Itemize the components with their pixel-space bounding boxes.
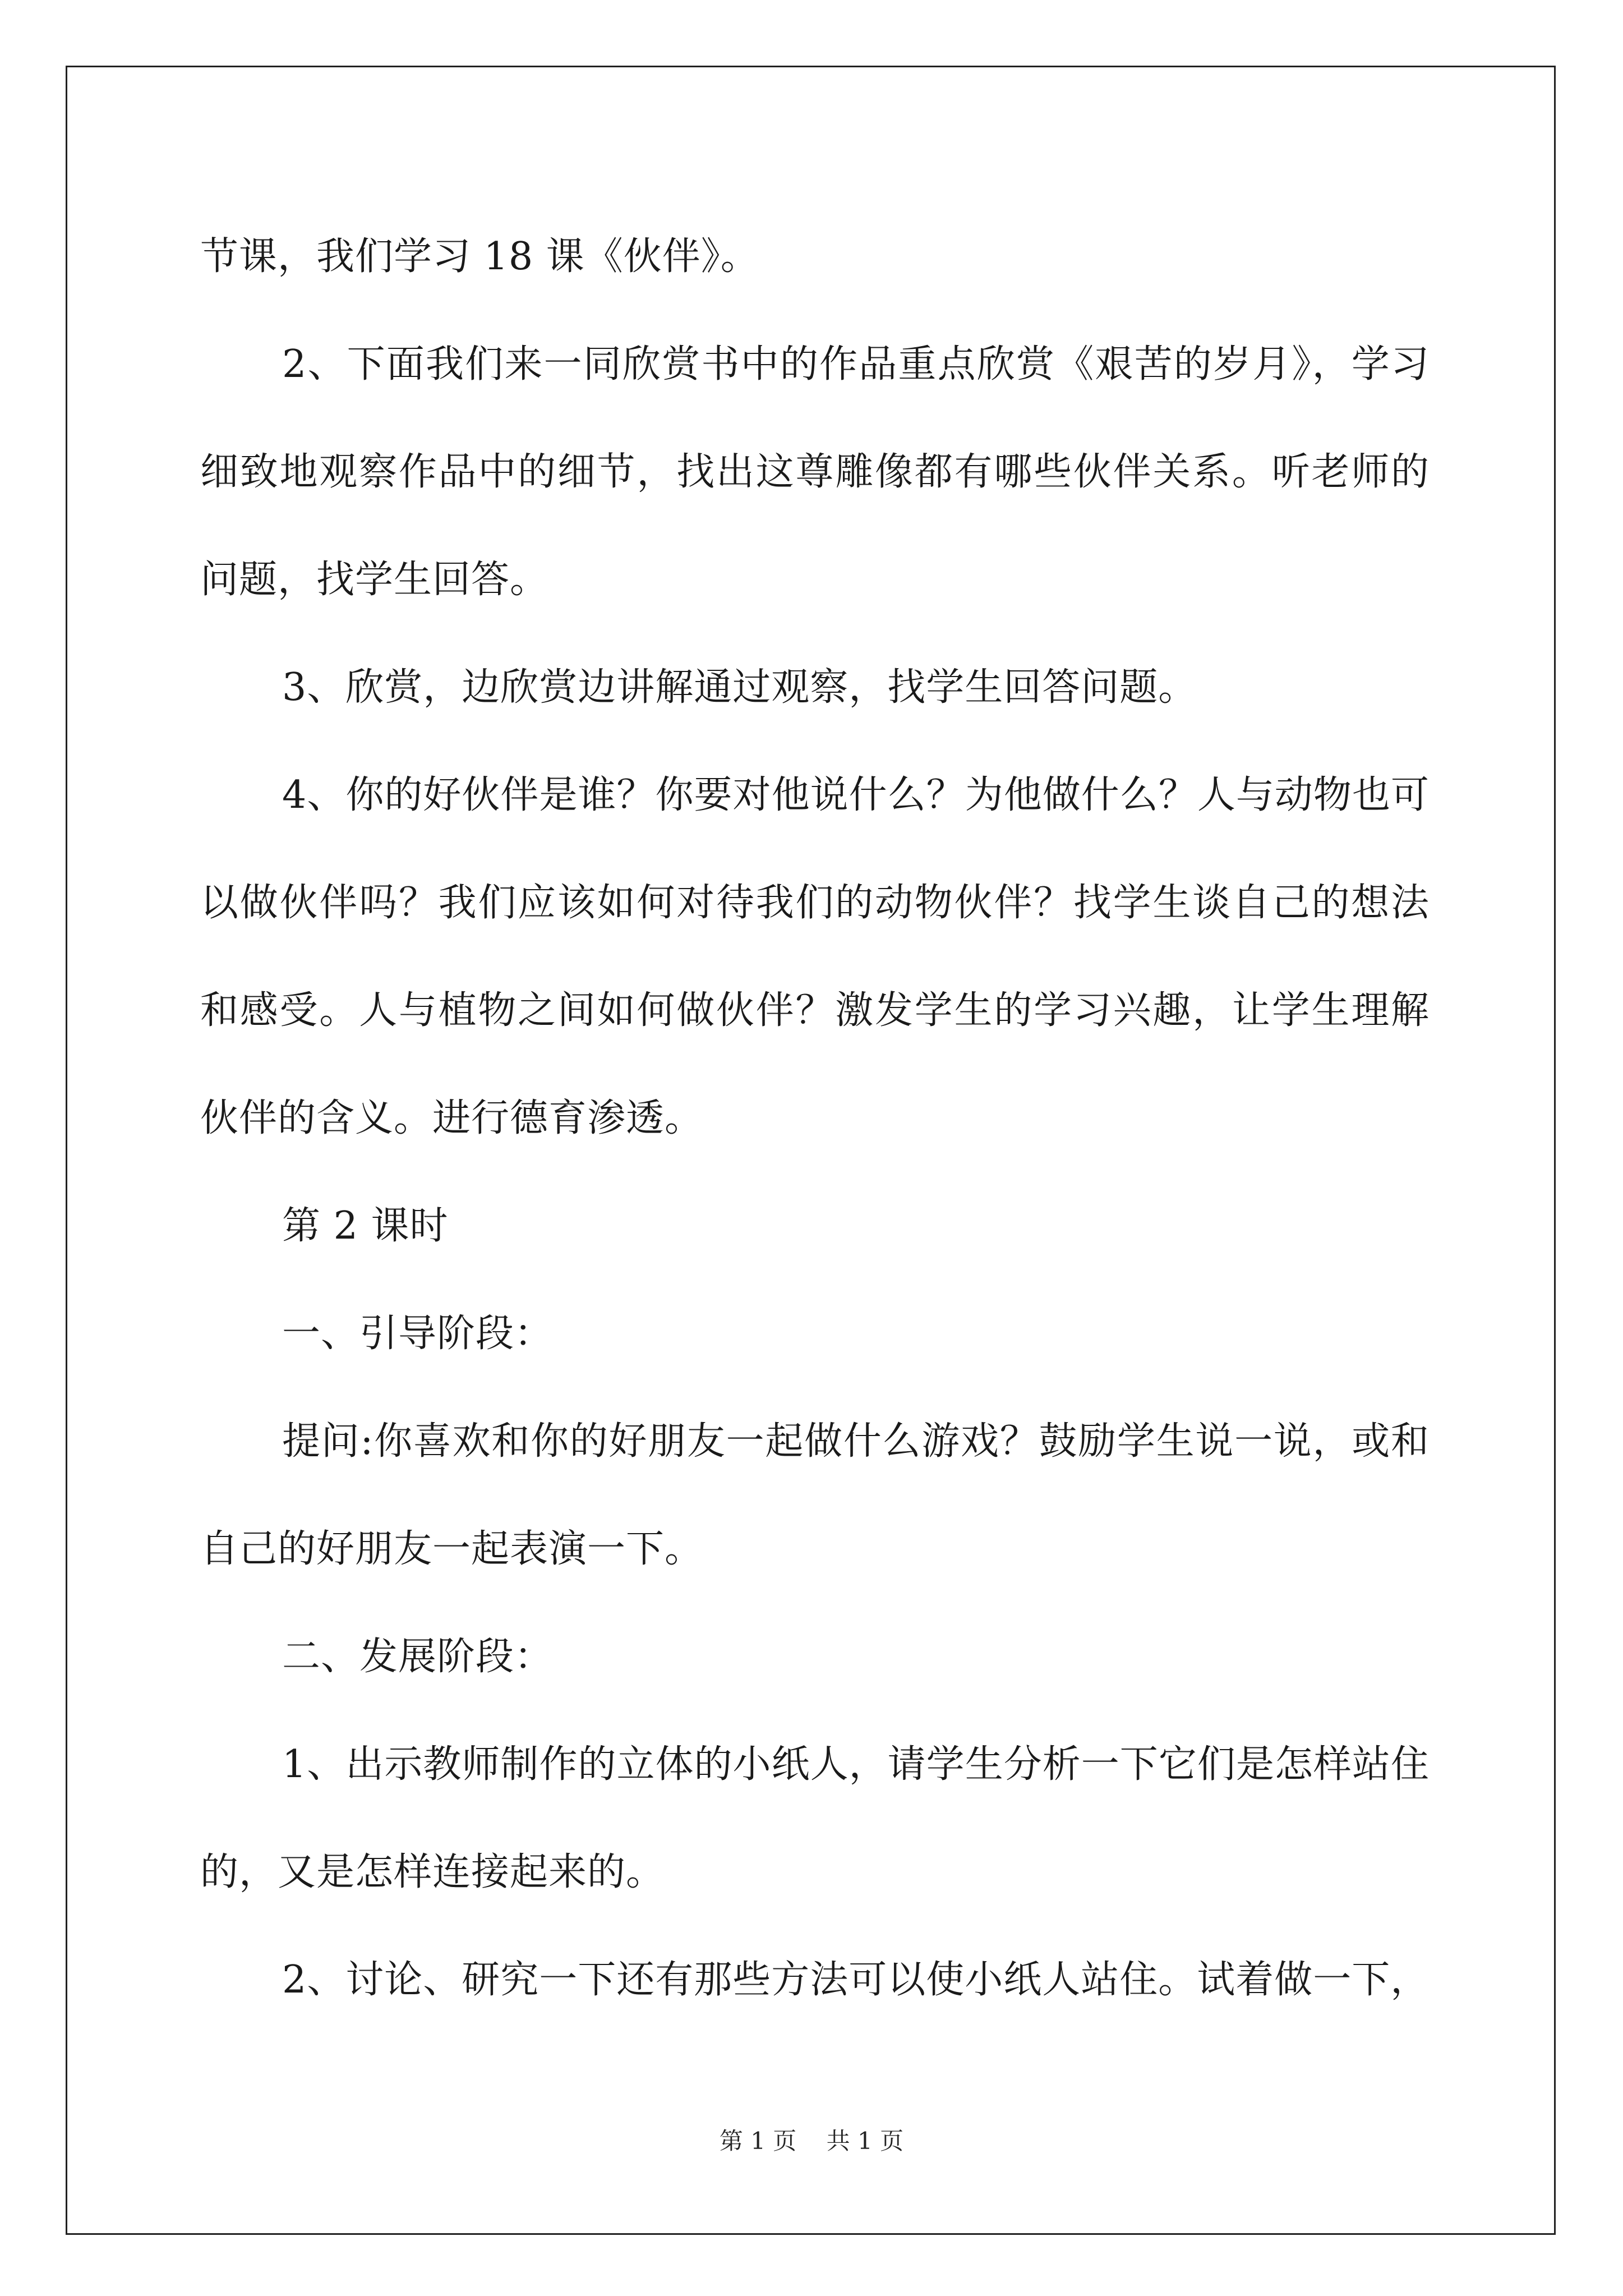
page-footer — [0, 2123, 1623, 2156]
paragraph-item-3: 3、欣赏，边欣赏边讲解通过观察，找学生回答问题。 — [282, 665, 1197, 710]
paragraph-item-2: 2、下面我们来一同欣赏书中的作品重点欣赏《艰苦的岁月》，学习细致地观察作品中的细节，找出这尊雕像都有哪些伙伴关系。听老师的问题，找学生回答。 — [200, 342, 1430, 602]
section-heading-guide: 一、引导阶段： — [282, 1312, 554, 1356]
page-number: 第 1 页 — [719, 2127, 797, 2155]
document-body — [200, 203, 1430, 2034]
paragraph-item-4: 4、你的好伙伴是谁？你要对他说什么？为他做什么？人与动物也可以做伙伴吗？我们应该如何对待我们的动物伙伴？找学生谈自己的想法和感受。人与植物之间如何做伙伴？激发学生的学习兴趣，让学生理解伙伴的含义。进行德育渗透。 — [200, 773, 1430, 1140]
lesson-heading: 第 2 课时 — [282, 1204, 449, 1248]
paragraph-question: 提问:你喜欢和你的好朋友一起做什么游戏？鼓励学生说一说，或和自己的好朋友一起表演一下。 — [200, 1419, 1430, 1571]
section-heading-develop: 二、发展阶段： — [282, 1635, 554, 1679]
page-total: 共 1 页 — [826, 2127, 904, 2155]
paragraph-continuation: 节课，我们学习 18 课《伙伴》。 — [200, 234, 759, 279]
paragraph-step-1: 1、出示教师制作的立体的小纸人，请学生分析一下它们是怎样站住的，又是怎样连接起来的。 — [200, 1742, 1430, 1894]
paragraph-step-2: 2、讨论、研究一下还有那些方法可以使小纸人站住。试着做一下， — [282, 1958, 1430, 2002]
